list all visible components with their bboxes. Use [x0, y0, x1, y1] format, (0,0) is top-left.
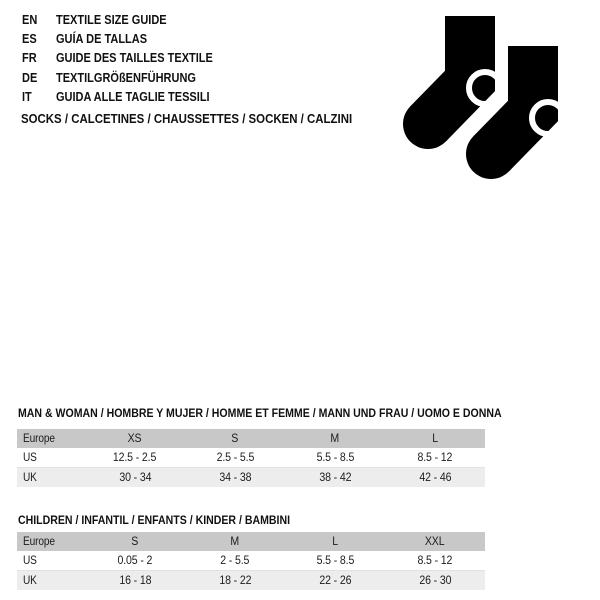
- size-cell: 8.5 - 12: [417, 554, 453, 567]
- column-header-size: XS: [128, 432, 142, 445]
- table-header-row: [17, 429, 485, 448]
- language-list: [22, 13, 234, 109]
- size-cell: 34 - 38: [219, 471, 251, 484]
- language-code: DE: [22, 70, 38, 85]
- column-header-size: L: [432, 432, 438, 445]
- column-header-region: Europe: [23, 432, 55, 445]
- size-cell: 18 - 22: [219, 574, 251, 587]
- table-row-uk: [17, 571, 485, 591]
- column-header-region: Europe: [23, 535, 55, 548]
- table-row-us: [17, 448, 485, 468]
- socks-icon: [395, 8, 570, 193]
- size-cell: 5.5 - 8.5: [316, 451, 354, 464]
- region-cell: UK: [23, 471, 37, 484]
- column-header-size: M: [330, 432, 340, 445]
- size-cell: 26 - 30: [419, 574, 451, 587]
- language-code: EN: [22, 13, 38, 27]
- size-cell: 42 - 46: [419, 471, 451, 484]
- size-cell: 0.05 - 2: [117, 554, 153, 567]
- column-header-size: S: [231, 432, 239, 445]
- language-row-es: [22, 32, 234, 51]
- language-text: TEXTILGRÖßENFÜHRUNG: [56, 70, 196, 85]
- language-code: FR: [22, 51, 37, 66]
- size-cell: 38 - 42: [319, 471, 351, 484]
- table-title-adults: MAN & WOMAN / HOMBRE Y MUJER / HOMME ET FEMME / MANN UND FRAU / UOMO E DONNA: [18, 406, 502, 420]
- language-text: TEXTILE SIZE GUIDE: [56, 13, 167, 27]
- table-row-uk: [17, 468, 485, 488]
- language-code: IT: [22, 89, 32, 104]
- language-code: ES: [22, 32, 37, 47]
- table-header-row: [17, 532, 485, 551]
- language-text: GUIDA ALLE TAGLIE TESSILI: [56, 89, 210, 104]
- region-cell: US: [23, 451, 37, 464]
- size-cell: 2 - 5.5: [220, 554, 250, 567]
- size-cell: 2.5 - 5.5: [216, 451, 254, 464]
- size-cell: 8.5 - 12: [417, 451, 453, 464]
- size-cell: 22 - 26: [319, 574, 351, 587]
- size-cell: 12.5 - 2.5: [113, 451, 157, 464]
- region-cell: US: [23, 554, 37, 567]
- language-row-it: [22, 90, 234, 109]
- column-header-size: S: [131, 535, 139, 548]
- table-row-us: [17, 551, 485, 571]
- size-cell: 30 - 34: [119, 471, 151, 484]
- column-header-size: L: [332, 535, 338, 548]
- column-header-size: XXL: [425, 535, 445, 548]
- size-table-adults: [17, 429, 485, 487]
- language-row-de: [22, 71, 234, 90]
- size-cell: 16 - 18: [119, 574, 151, 587]
- region-cell: UK: [23, 574, 37, 587]
- language-text: GUÍA DE TALLAS: [56, 32, 148, 47]
- table-title-children: CHILDREN / INFANTIL / ENFANTS / KINDER / BAMBINI: [18, 513, 291, 527]
- category-heading: SOCKS / CALCETINES / CHAUSSETTES / SOCKEN / CALZINI: [21, 111, 353, 126]
- language-row-fr: [22, 51, 234, 70]
- size-table-children: [17, 532, 485, 590]
- column-header-size: M: [230, 535, 240, 548]
- size-cell: 5.5 - 8.5: [316, 554, 354, 567]
- language-text: GUIDE DES TAILLES TEXTILE: [56, 51, 213, 66]
- language-row-en: [22, 13, 234, 32]
